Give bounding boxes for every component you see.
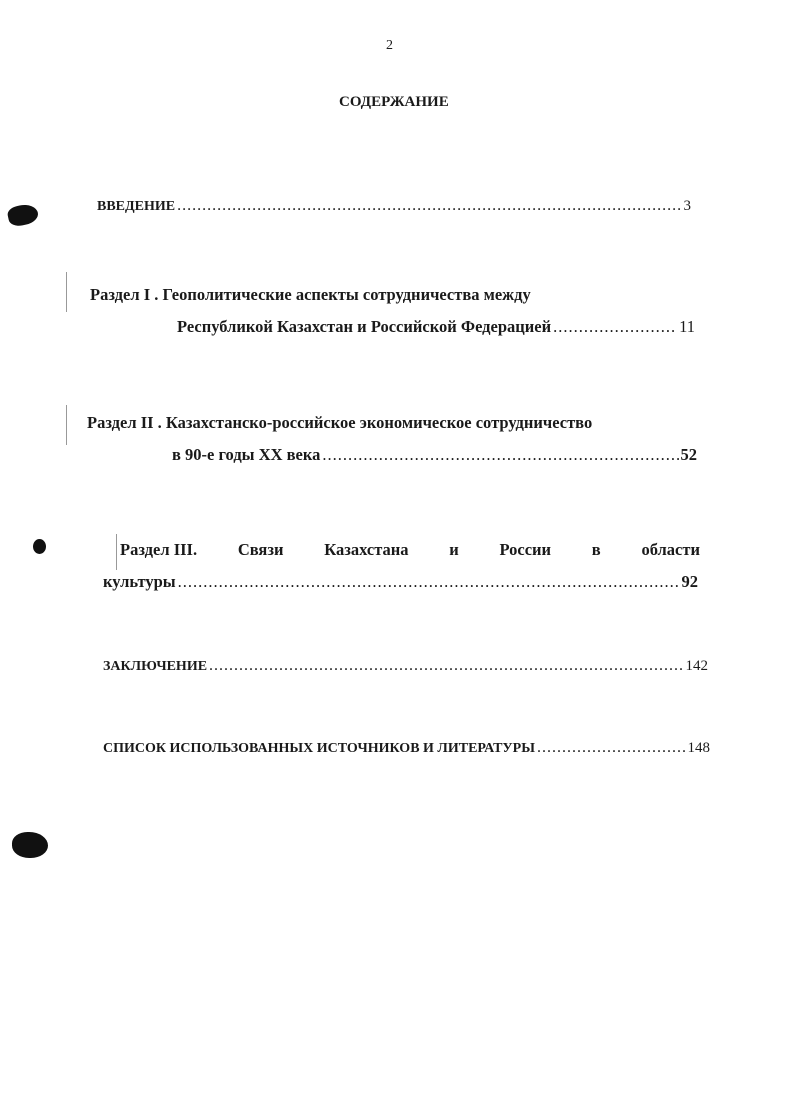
toc-entry-section-3 <box>103 572 698 592</box>
dot-leader <box>209 657 683 675</box>
page-title: СОДЕРЖАНИЕ <box>339 94 449 110</box>
toc-entry-section-2 <box>172 445 697 465</box>
dot-leader <box>537 739 686 757</box>
heading-word: России <box>499 540 552 559</box>
heading-word: Связи <box>237 540 284 559</box>
toc-entry-page: 3 <box>683 198 691 214</box>
scan-blot <box>6 202 40 228</box>
toc-entry-conclusion <box>103 657 708 675</box>
dot-leader <box>178 572 680 592</box>
heading-word: Казахстана <box>324 540 409 559</box>
toc-entry-section-3-heading <box>120 540 700 560</box>
scan-line <box>66 272 67 312</box>
toc-entry-label: Республикой Казахстан и Российской Федерацией <box>177 317 552 336</box>
toc-entry-label: СПИСОК ИСПОЛЬЗОВАННЫХ ИСТОЧНИКОВ И ЛИТЕРАТУРЫ <box>103 741 535 756</box>
toc-entry-section-1 <box>177 317 695 337</box>
toc-entry-introduction <box>97 197 691 215</box>
toc-entry-page: 92 <box>681 572 698 591</box>
heading-word: Раздел III. <box>120 540 198 559</box>
toc-entry-label: ВВЕДЕНИЕ <box>97 199 176 214</box>
scan-blot <box>12 832 48 858</box>
page-number: 2 <box>386 38 393 53</box>
toc-entry-page: 148 <box>687 740 710 756</box>
toc-entry-references <box>103 739 710 757</box>
toc-entry-page: 142 <box>685 658 708 674</box>
toc-entry-section-2-heading: Раздел II . Казахстанско-российское экономическое сотрудничество <box>87 413 593 432</box>
toc-entry-page: 11 <box>679 317 695 336</box>
dot-leader <box>553 317 677 337</box>
scan-blot <box>33 539 46 554</box>
toc-entry-label: ЗАКЛЮЧЕНИЕ <box>103 659 208 674</box>
scan-line <box>116 534 117 570</box>
scan-line <box>66 405 67 445</box>
heading-word: в <box>591 540 601 559</box>
toc-entry-label: в 90-е годы XX века <box>172 445 321 464</box>
dot-leader <box>322 445 678 465</box>
toc-entry-page: 52 <box>680 445 697 464</box>
heading-word: области <box>641 540 700 559</box>
toc-entry-section-1-heading: Раздел I . Геополитические аспекты сотрудничества между <box>90 285 531 304</box>
dot-leader <box>177 197 681 215</box>
toc-entry-label: культуры <box>103 572 176 591</box>
heading-word: и <box>449 540 459 559</box>
